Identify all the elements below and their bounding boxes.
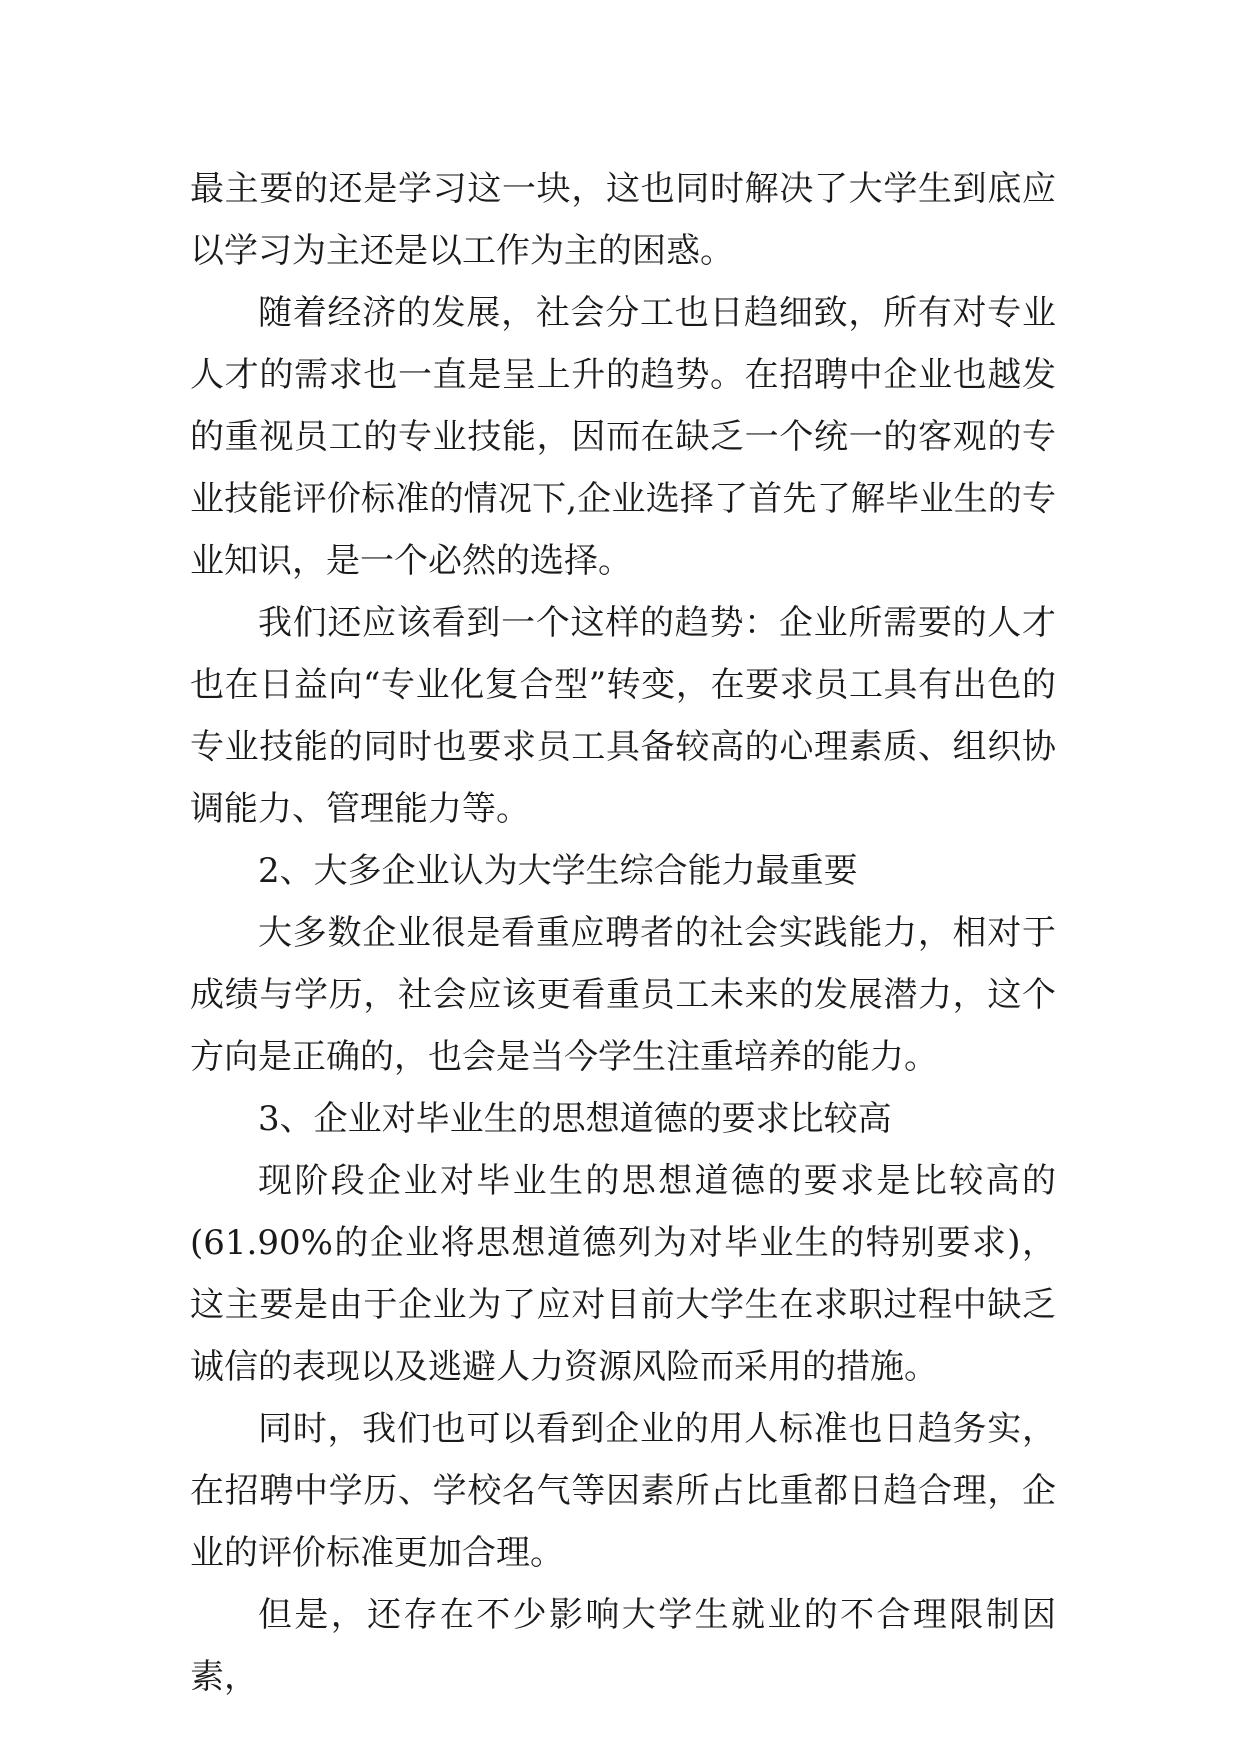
paragraph: 随着经济的发展，社会分工也日趋细致，所有对专业人才的需求也一直是呈上升的趋势。在招聘中企业也越发的重视员工的专业技能，因而在缺乏一个统一的客观的专业技能评价标准的情况下,企业选择了首先了解毕业生的专业知识，是一个必然的选择。 xyxy=(190,293,1056,581)
paragraph: 但是，还存在不少影响大学生就业的不合理限制因素， xyxy=(190,1595,1056,1697)
paragraph: 同时，我们也可以看到企业的用人标准也日趋务实，在招聘中学历、学校名气等因素所占比重都日趋合理，企业的评价标准更加合理。 xyxy=(190,1409,1056,1573)
paragraph: 我们还应该看到一个这样的趋势：企业所需要的人才也在日益向“专业化复合型”转变，在要求员工具有出色的专业技能的同时也要求员工具备较高的心理素质、组织协调能力、管理能力等。 xyxy=(190,603,1056,829)
document-body xyxy=(190,158,1056,1708)
paragraph: 大多数企业很是看重应聘者的社会实践能力，相对于成绩与学历，社会应该更看重员工未来的发展潜力，这个方向是正确的，也会是当今学生注重培养的能力。 xyxy=(190,913,1056,1077)
section-heading: 3、企业对毕业生的思想道德的要求比较高 xyxy=(258,1099,892,1139)
section-heading: 2、大多企业认为大学生综合能力最重要 xyxy=(258,851,858,891)
paragraph: 现阶段企业对毕业生的思想道德的要求是比较高的(61.90%的企业将思想道德列为对毕业生的特别要求)，这主要是由于企业为了应对目前大学生在求职过程中缺乏诚信的表现以及逃避人力资源风险而采用的措施。 xyxy=(190,1161,1056,1387)
paragraph: 最主要的还是学习这一块，这也同时解决了大学生到底应以学习为主还是以工作为主的困惑。 xyxy=(190,169,1056,271)
